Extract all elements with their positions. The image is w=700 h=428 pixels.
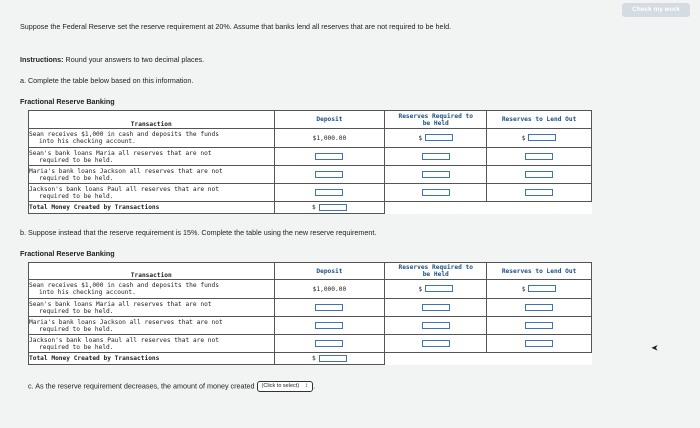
deposit-cell — [274, 148, 385, 166]
mouse-cursor-icon: ➤ — [651, 343, 659, 353]
check-my-work-button[interactable]: Check my work — [622, 3, 690, 17]
instructions — [20, 55, 204, 64]
deposit-input[interactable] — [315, 171, 343, 178]
lend-out-input[interactable] — [525, 171, 553, 178]
header-deposit: Deposit — [274, 263, 385, 280]
instructions-label: Instructions: — [20, 55, 64, 64]
transaction-cell: Maria's bank loans Jackson all reserves that are not required to be held. — [29, 166, 275, 184]
select-arrows-icon: ↕ — [305, 383, 309, 389]
reserves-required-input[interactable] — [425, 134, 453, 141]
reserves-required-input[interactable] — [425, 285, 453, 292]
period: . — [313, 381, 316, 391]
table-row — [29, 129, 592, 148]
header-transaction: Transaction — [29, 111, 275, 129]
reserves-required-cell — [385, 299, 487, 317]
transaction-cell: Sean's bank loans Maria all reserves that are not required to be held. — [29, 148, 275, 166]
transaction-cell: Maria's bank loans Jackson all reserves that are not required to be held. — [29, 317, 275, 335]
deposit-input[interactable] — [315, 153, 343, 160]
transaction-cell: Sean receives $1,000 in cash and deposits the funds into his checking account. — [29, 280, 275, 299]
header-lend-out: Reserves to Lend Out — [487, 111, 592, 129]
table-row — [29, 166, 592, 184]
table-row — [29, 280, 592, 299]
header-reserves-required: Reserves Required to be Held — [385, 111, 487, 129]
deposit-cell — [274, 166, 385, 184]
part-b-prompt: b. Suppose instead that the reserve requirement is 15%. Complete the table using the new reserve requirement. — [20, 228, 377, 237]
reserves-required-cell — [385, 166, 487, 184]
reserves-required-cell — [385, 317, 487, 335]
reserves-required-input[interactable] — [422, 304, 450, 311]
deposit-input[interactable] — [315, 322, 343, 329]
deposit-cell — [274, 184, 385, 202]
transaction-cell: Sean's bank loans Maria all reserves that are not required to be held. — [29, 299, 275, 317]
lend-out-cell — [487, 299, 592, 317]
select-value: (Click to select) — [261, 383, 300, 389]
table-a — [28, 110, 592, 214]
total-cell: $ — [274, 353, 385, 365]
header-deposit: Deposit — [274, 111, 385, 129]
transaction-cell: Jackson's bank loans Paul all reserves that are not required to be held. — [29, 335, 275, 353]
lend-out-cell — [487, 148, 592, 166]
money-created-select[interactable] — [257, 381, 314, 392]
lend-out-cell — [487, 335, 592, 353]
lend-out-input[interactable] — [525, 340, 553, 347]
lend-out-input[interactable] — [525, 322, 553, 329]
total-input[interactable] — [319, 204, 347, 211]
table-row — [29, 299, 592, 317]
deposit-cell — [274, 299, 385, 317]
instructions-text: Round your answers to two decimal places. — [65, 55, 205, 64]
table-row — [29, 148, 592, 166]
reserves-required-cell — [385, 148, 487, 166]
reserves-required-cell — [385, 184, 487, 202]
total-input[interactable] — [319, 355, 347, 362]
table-row — [29, 184, 592, 202]
transaction-cell: Jackson's bank loans Paul all reserves that are not required to be held. — [29, 184, 275, 202]
table-b — [28, 262, 592, 365]
header-transaction: Transaction — [29, 263, 275, 280]
header-reserves-required: Reserves Required to be Held — [385, 263, 487, 280]
lend-out-cell — [487, 166, 592, 184]
lend-out-input[interactable] — [525, 153, 553, 160]
reserves-required-input[interactable] — [422, 322, 450, 329]
table-row — [29, 335, 592, 353]
reserves-required-cell: $ — [385, 129, 487, 148]
table-b-title: Fractional Reserve Banking — [20, 249, 115, 258]
deposit-cell — [274, 335, 385, 353]
lend-out-input[interactable] — [525, 189, 553, 196]
deposit-value: $1,000.00 — [274, 280, 385, 299]
reserves-required-input[interactable] — [422, 171, 450, 178]
total-label: Total Money Created by Transactions — [29, 353, 275, 365]
lend-out-cell: $ — [487, 129, 592, 148]
part-c-prompt — [28, 381, 315, 392]
deposit-cell — [274, 317, 385, 335]
total-row — [29, 202, 592, 214]
lend-out-input[interactable] — [528, 134, 556, 141]
total-cell: $ — [274, 202, 385, 214]
reserves-required-cell — [385, 335, 487, 353]
deposit-input[interactable] — [315, 340, 343, 347]
table-row — [29, 317, 592, 335]
reserves-required-input[interactable] — [422, 189, 450, 196]
deposit-input[interactable] — [315, 189, 343, 196]
transaction-cell: Sean receives $1,000 in cash and deposits the funds into his checking account. — [29, 129, 275, 148]
deposit-input[interactable] — [315, 304, 343, 311]
total-label: Total Money Created by Transactions — [29, 202, 275, 214]
part-a-prompt: a. Complete the table below based on this information. — [20, 76, 194, 85]
lend-out-cell — [487, 184, 592, 202]
total-row — [29, 353, 592, 365]
reserves-required-input[interactable] — [422, 340, 450, 347]
header-lend-out: Reserves to Lend Out — [487, 263, 592, 280]
deposit-value: $1,000.00 — [274, 129, 385, 148]
part-c-text: c. As the reserve requirement decreases, the amount of money created — [28, 381, 255, 391]
reserves-required-input[interactable] — [422, 153, 450, 160]
lend-out-input[interactable] — [525, 304, 553, 311]
lend-out-cell — [487, 317, 592, 335]
lend-out-cell: $ — [487, 280, 592, 299]
reserves-required-cell: $ — [385, 280, 487, 299]
table-a-title: Fractional Reserve Banking — [20, 97, 115, 106]
problem-intro: Suppose the Federal Reserve set the reserve requirement at 20%. Assume that banks lend all reserves that are not required to be held. — [20, 22, 452, 31]
lend-out-input[interactable] — [528, 285, 556, 292]
